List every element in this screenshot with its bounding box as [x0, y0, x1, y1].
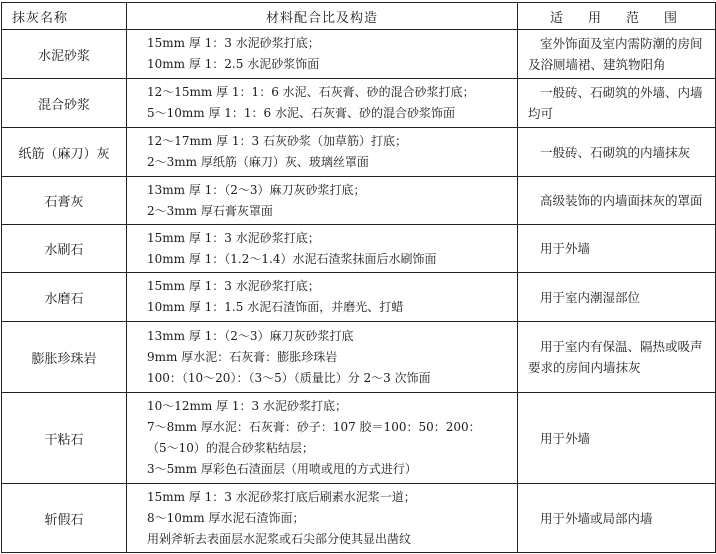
composition-line: 2～3mm 厚纸筋（麻刀）灰、玻璃丝罩面 [147, 155, 369, 169]
composition-line: 10mm 厚 1：（1.2～1.4）水泥石渣浆抹面后水刷饰面 [147, 251, 437, 266]
plaster-name-cell: 水泥砂浆 [2, 30, 127, 79]
plaster-name-cell: 干粘石 [2, 393, 127, 484]
composition-cell [127, 393, 518, 484]
composition-line: 12～17mm 厚 1：3 石灰砂浆（加草筋）打底； [147, 134, 408, 148]
usage-cell: 用于室内潮湿部位 [518, 273, 716, 322]
table-header-row [2, 3, 716, 30]
table-row [2, 225, 716, 273]
table-row [2, 273, 716, 322]
composition-cell [127, 273, 518, 322]
composition-line: 15mm 厚 1：3 水泥砂浆打底； [147, 230, 320, 245]
plaster-name-cell: 膨胀珍珠岩 [2, 322, 127, 393]
header-plaster-name: 抹灰名称 [2, 3, 127, 30]
plaster-name-cell: 水刷石 [2, 225, 127, 273]
composition-line: 13mm 厚 1：（2～3）麻刀灰砂浆打底； [147, 182, 366, 197]
composition-line: 2～3mm 厚石膏灰罩面 [147, 203, 273, 218]
usage-cell: 用于外墙 [518, 225, 716, 273]
table-row [2, 30, 716, 79]
table-row [2, 177, 716, 225]
composition-line: 15mm 厚 1：3 水泥砂浆打底后刷素水泥浆一道； [147, 489, 416, 504]
plaster-name-cell: 斩假石 [2, 484, 127, 553]
table-row [2, 128, 716, 177]
table-row [2, 322, 716, 393]
composition-cell [127, 30, 518, 79]
composition-line: 15mm 厚 1：3 水泥砂浆打底； [147, 36, 320, 50]
plaster-name-cell: 纸筋（麻刀）灰 [2, 128, 127, 177]
usage-cell: 用于外墙 [518, 393, 716, 484]
composition-line: 12～15mm 厚 1：1：6 水泥、石灰膏、砂的混合砂浆打底； [147, 85, 475, 99]
composition-line: 15mm 厚 1：3 水泥砂浆打底； [147, 279, 320, 293]
composition-cell [127, 79, 518, 128]
composition-cell [127, 225, 518, 273]
composition-line: 10mm 厚 1：2.5 水泥砂浆饰面 [147, 57, 320, 71]
composition-line: 10～12mm 厚 1：3 水泥砂浆打底； [147, 399, 348, 413]
composition-line: 100：（10～20）：（3～5）（质量比）分 2～3 次饰面 [147, 370, 431, 385]
usage-cell: 一般砖、石砌筑的内墙抹灰 [518, 128, 716, 177]
header-scope: 适 用 范 围 [518, 3, 716, 30]
header-material-ratio: 材料配合比及构造 [127, 3, 518, 30]
plaster-name-cell: 石膏灰 [2, 177, 127, 225]
composition-cell [127, 322, 518, 393]
plaster-name-cell: 水磨石 [2, 273, 127, 322]
composition-line: 10mm 厚 1：1.5 水泥石渣饰面，并磨光、打蜡 [147, 300, 404, 314]
table-row [2, 393, 716, 484]
plaster-types-table [1, 2, 716, 553]
usage-cell: 用于室内有保温、隔热或吸声要求的房间内墙抹灰 [518, 322, 716, 393]
composition-cell [127, 484, 518, 553]
composition-line: （5～10）的混合砂浆粘结层； [147, 441, 314, 455]
plaster-table-document [1, 2, 715, 553]
composition-line: 8～10mm 厚水泥石渣饰面； [147, 510, 305, 525]
table-row [2, 484, 716, 553]
usage-cell: 用于外墙或局部内墙 [518, 484, 716, 553]
composition-line: 9mm 厚水泥：石灰膏：膨胀珍珠岩 [147, 349, 338, 364]
composition-cell [127, 177, 518, 225]
usage-cell: 室外饰面及室内需防潮的房间及浴厕墙裙、建筑物阳角 [518, 30, 716, 79]
plaster-name-cell: 混合砂浆 [2, 79, 127, 128]
composition-cell [127, 128, 518, 177]
usage-cell: 高级装饰的内墙面抹灰的罩面 [518, 177, 716, 225]
composition-line: 13mm 厚 1：（2～3）麻刀灰砂浆打底 [147, 328, 354, 343]
composition-line: 3～5mm 厚彩色石渣面层（用喷或甩的方式进行） [147, 462, 417, 476]
composition-line: 用剁斧斩去表面层水泥浆或石尖部分使其显出凿纹 [147, 531, 412, 546]
composition-line: 5～10mm 厚 1：1：6 水泥、石灰膏、砂的混合砂浆饰面 [147, 106, 456, 120]
usage-cell: 一般砖、石砌筑的外墙、内墙均可 [518, 79, 716, 128]
composition-line: 7～8mm 厚水泥：石灰膏：砂子：107 胶＝100：50：200： [147, 420, 481, 434]
table-row [2, 79, 716, 128]
